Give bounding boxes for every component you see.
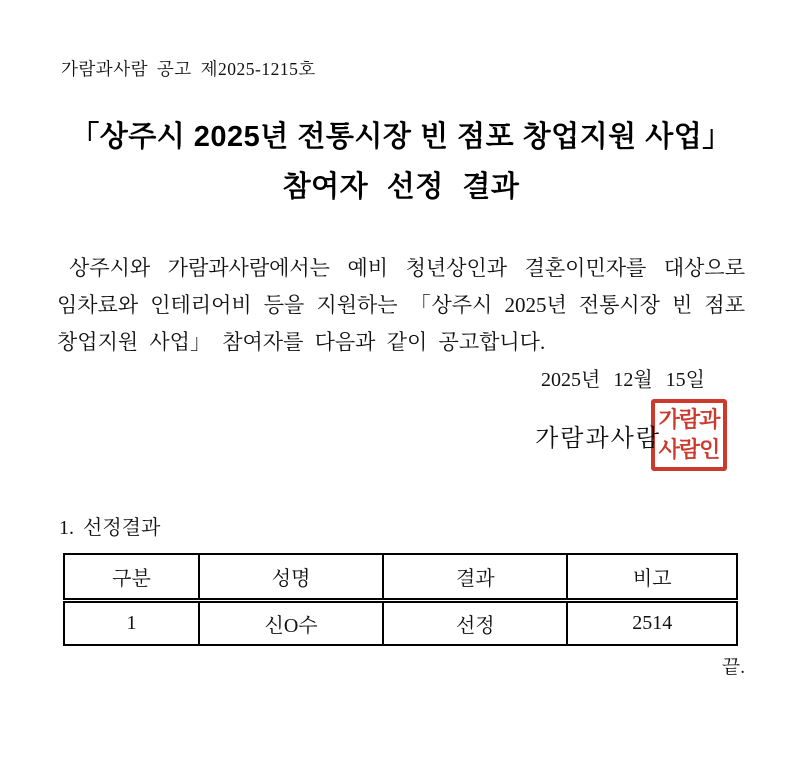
announcement-body-text: 상주시와 가람과사람에서는 예비 청년상인과 결혼이민자를 대상으로 임차료와 인테리어비 등을 지원하는 「상주시 2025년 전통시장 빈 점포 창업지원 사업」 참여자를 다음과 같이 공고합니다. (57, 256, 745, 354)
signature-block (57, 399, 745, 471)
notice-number: 가람과사람 공고 제2025-1215호 (61, 59, 316, 79)
cell-name: 신O수 (199, 601, 383, 646)
announcement-date: 2025년 12월 15일 (541, 369, 705, 391)
table-header-row (64, 554, 737, 601)
seal-text-line2: 사람인 (658, 437, 720, 462)
table-row (64, 601, 737, 646)
end-mark: 끝. (721, 657, 745, 678)
document-title-line1: 「상주시 2025년 전통시장 빈 점포 창업지원 사업」 (70, 121, 732, 153)
issuer-name: 가람과사람 (535, 425, 661, 452)
section-title-selection-result: 1. 선정결과 (59, 517, 161, 539)
column-header-name: 성명 (199, 554, 383, 601)
selection-result-table (63, 553, 738, 646)
official-seal-stamp (651, 399, 727, 471)
seal-text-line1: 가람과 (658, 407, 720, 432)
column-header-gubun: 구분 (64, 554, 199, 601)
cell-result: 선정 (383, 601, 567, 646)
cell-note: 2514 (567, 601, 737, 646)
document-title (57, 112, 745, 212)
column-header-note: 비고 (567, 554, 737, 601)
document-title-line2: 참여자 선정 결과 (282, 171, 520, 203)
cell-gubun: 1 (64, 601, 199, 646)
column-header-result: 결과 (383, 554, 567, 601)
